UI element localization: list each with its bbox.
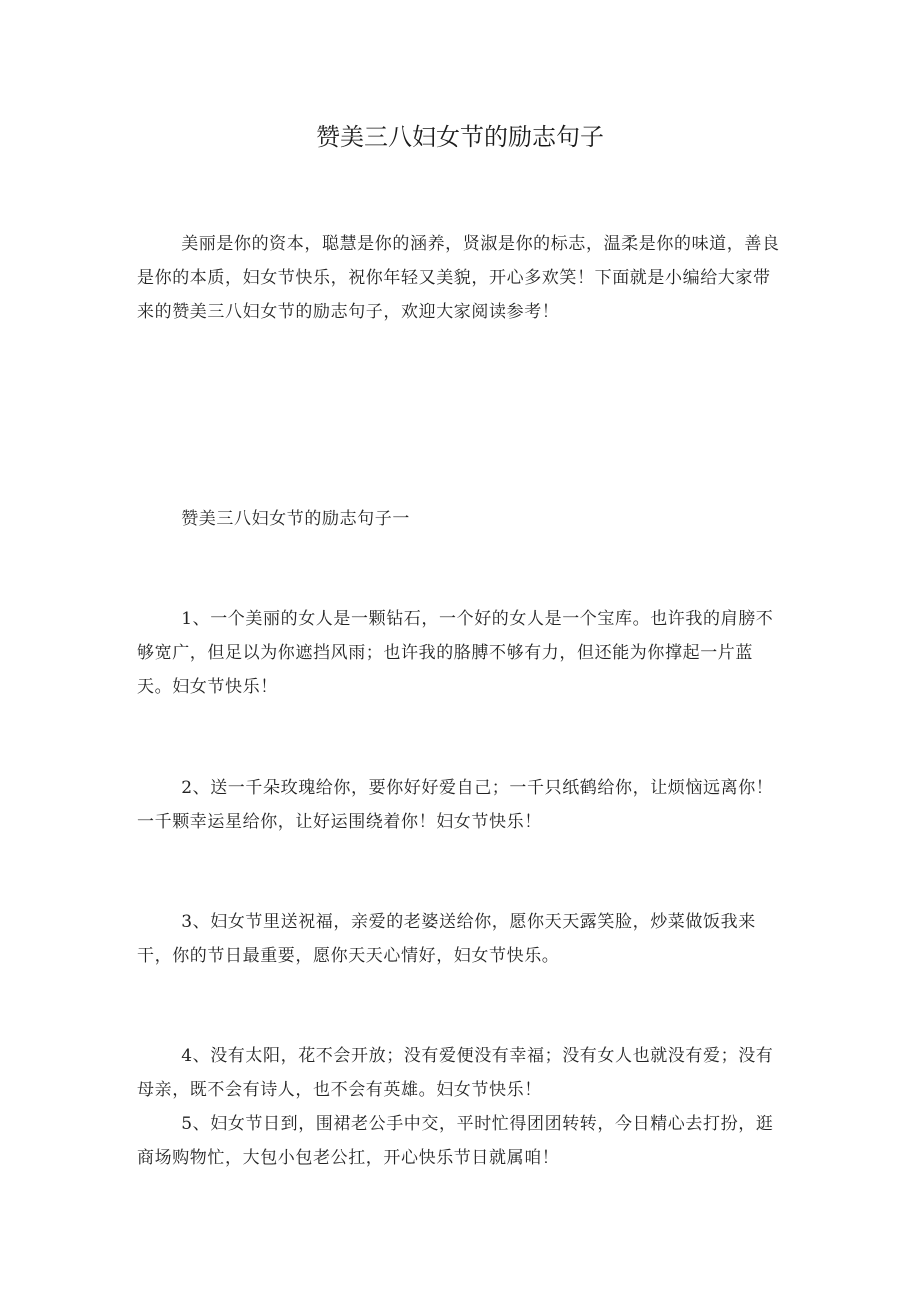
- list-item: 3、妇女节里送祝福，亲爱的老婆送给你，愿你天天露笑脸，炒菜做饭我来干，你的节日最重要，愿你天天心情好，妇女节快乐。: [137, 912, 756, 966]
- list-item: 1、一个美丽的女人是一颗钻石，一个好的女人是一个宝库。也许我的肩膀不够宽广，但足以为你遮挡风雨；也许我的胳膊不够有力，但还能为你撑起一片蓝天。妇女节快乐！: [137, 609, 774, 697]
- list-item: 2、送一千朵玫瑰给你，要你好好爱自己；一千只纸鹤给你，让烦恼远离你！一千颗幸运星给你，让好运围绕着你！妇女节快乐！: [137, 778, 774, 832]
- intro-paragraph: 美丽是你的资本，聪慧是你的涵养，贤淑是你的标志，温柔是你的味道，善良是你的本质，妇女节快乐，祝你年轻又美貌，开心多欢笑！下面就是小编给大家带来的赞美三八妇女节的励志句子，欢迎大家阅读参考！: [137, 234, 780, 322]
- list-item: 4、没有太阳，花不会开放；没有爱便没有幸福；没有女人也就没有爱；没有母亲，既不会有诗人，也不会有英雄。妇女节快乐！: [137, 1046, 774, 1100]
- document-title: 赞美三八妇女节的励志句子: [316, 123, 604, 151]
- list-item: 5、妇女节日到，围裙老公手中交，平时忙得团团转转，今日精心去打扮，逛商场购物忙，大包小包老公扛，开心快乐节日就属咱！: [137, 1114, 774, 1168]
- section-heading: 赞美三八妇女节的励志句子一: [181, 509, 410, 529]
